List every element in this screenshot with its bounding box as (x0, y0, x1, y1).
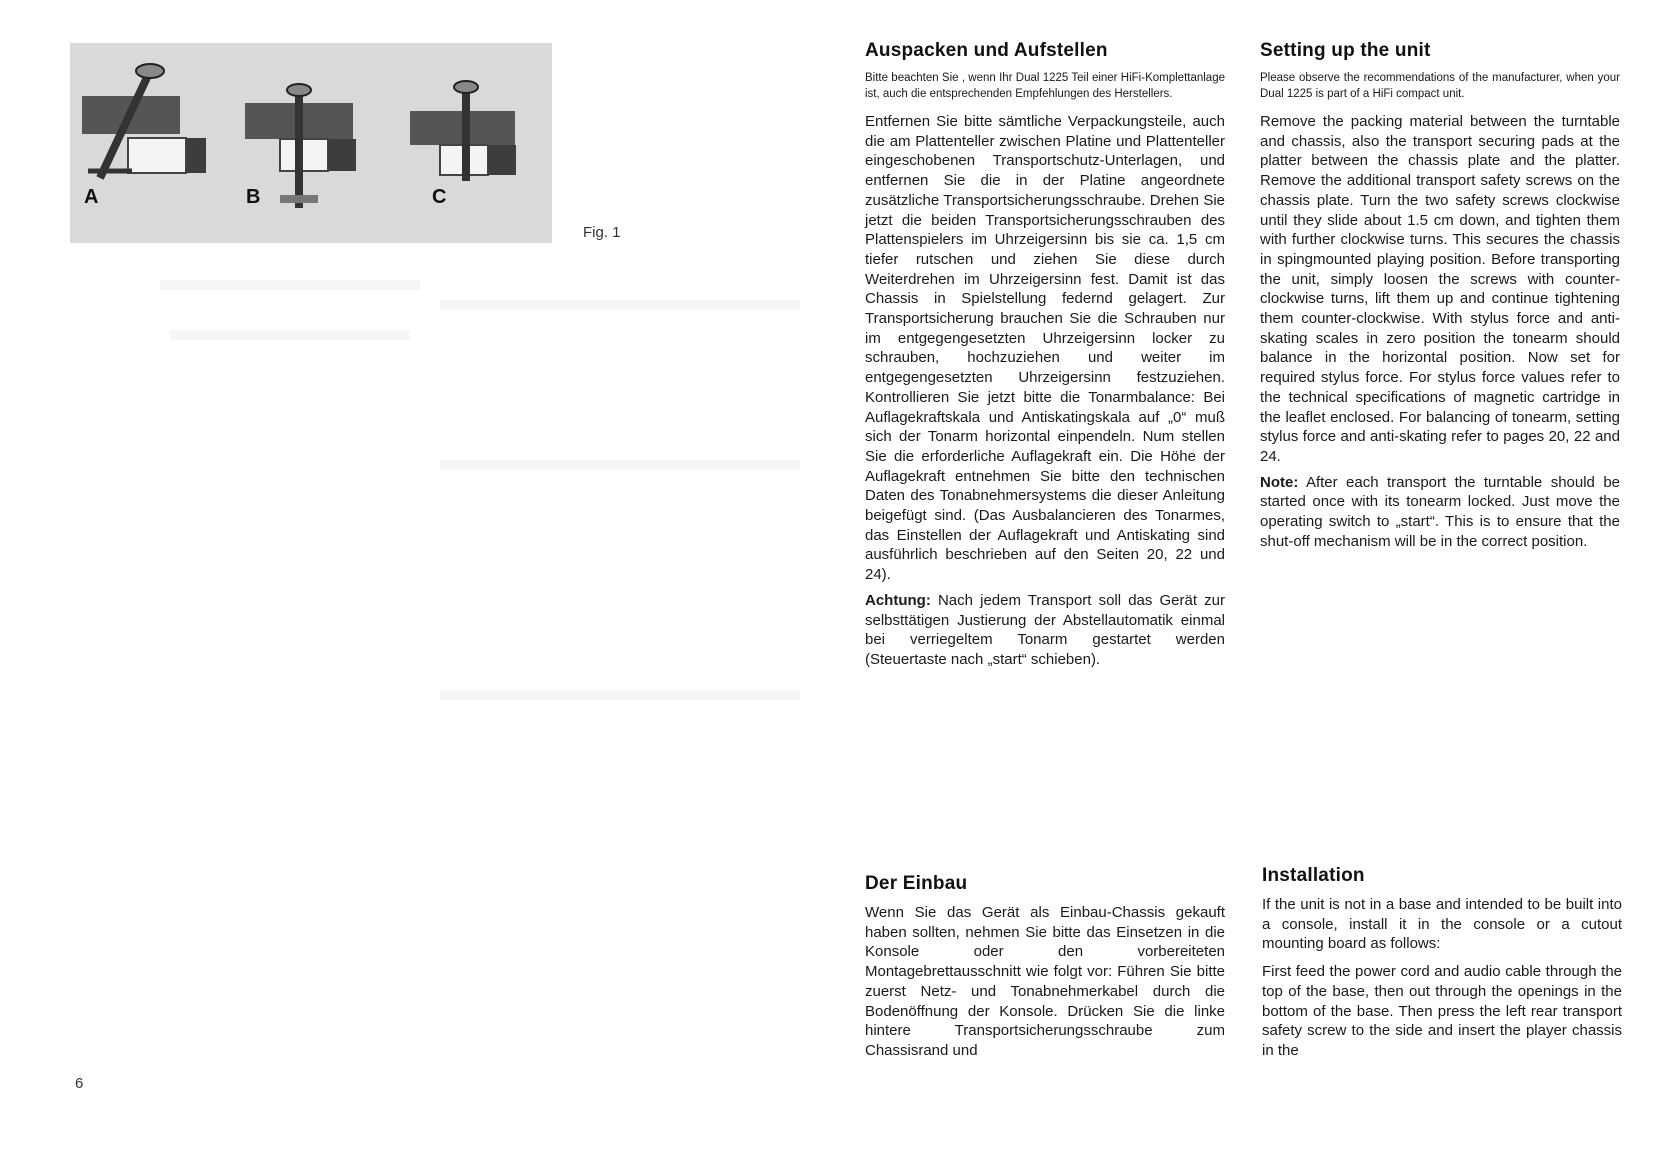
note-paragraph (1260, 473, 1620, 552)
section-en-setup (1260, 40, 1620, 551)
body-paragraph: First feed the power cord and audio cable through the top of the base, then out through the openings in the bottom of the base. Then press the left rear transport safety screw to the side and insert the player chassis in the (1262, 963, 1622, 1059)
figure-caption: Fig. 1 (583, 224, 621, 241)
figure-label-c: C (432, 186, 447, 208)
intro-paragraph: Bitte beachten Sie , wenn Ihr Dual 1225 Teil einer HiFi-Komplettanlage ist, auch die entsprechenden Empfehlungen des Herstellers. (865, 72, 1225, 100)
body-paragraph: Remove the packing material between the turntable and chassis, also the transport securing pads at the platter between the chassis plate and the platter. Remove the additional transport safety screws on the chassis plate. Turn the two safety screws clockwise until they slide about 1.5 cm down, and tighten them with further clockwise turns. This secures the chassis in spingmounted playing position. Before transporting the unit, simply loosen the screws with counter-clockwise turns, lift them up and continue tightening them counter-clockwise. With stylus force and anti-skating scales in zero position the tonearm should balance in the horizontal position. Now set for required stylus force. For stylus force values refer to the technical specifications of magnetic cartridge in the leaflet enclosed. For balancing of tonearm, setting stylus force and anti-skating refer to pages 20, 22 and 24. (1260, 113, 1620, 465)
figure-label-b: B (246, 186, 261, 208)
section-de-install (865, 873, 1225, 1061)
body-paragraph: Entfernen Sie bitte sämtliche Verpackungsteile, auch die am Plattenteller zwischen Platine und Plattenteller eingeschobenen Transportschutz-Unterlagen, und entfernen Sie die in der Platine angeordnete zusätzliche Transportsicherungsschraube. Drehen Sie jetzt die beiden Transportsicherungsschrauben des Plattenspielers im Uhrzeigersinn bis sie ca. 1,5 cm tiefer rutschen und ziehen Sie diese durch Weiterdrehen im Uhrzeigersinn fest. Damit ist das Chassis in Spielstellung federnd gelagert. Zur Transportsicherung brauchen Sie die Schrauben nur im entgegengesetzten Uhrzeigersinn locker zu schrauben, hochzuziehen und weiter im entgegengesetzten Uhrzeigersinn festzuziehen. Kontrollieren Sie jetzt bitte die Tonarmbalance: Bei Auflagekraftskala und Antiskatingskala auf „0“ muß sich der Tonarm horizontal einpendeln. Num stellen Sie die erforderliche Auflagekraft ein. Die Höhe der Auflagekraft entnehmen Sie bitte den technischen Daten des Tonabnehmersystems die dieser Anleitung beigefügt sind. (Das Ausbalancieren des Tonarmes, das Einstellen der Auflagekraft und Antiskating sind ausführlich beschrieben auf den Seiten 20, 22 und 24). (865, 113, 1225, 584)
note-label: Note: (1260, 473, 1299, 491)
intro-paragraph: Please observe the recommendations of the manufacturer, when your Dual 1225 is part of a HiFi compact unit. (1260, 72, 1620, 100)
note-text: After each transport the turntable should be started once with its tonearm locked. Just move the operating switch to „start“. This is to ensure that the shut-off mechanism will be in the correct position. (1260, 473, 1621, 550)
section-title: Installation (1262, 865, 1365, 886)
transport-screw-illustration (70, 43, 552, 243)
note-paragraph (865, 591, 1225, 670)
page-number: 6 (75, 1075, 84, 1092)
section-de-setup (865, 40, 1225, 670)
section-en-install (1262, 865, 1622, 1061)
figure-1-photo (70, 43, 552, 243)
section-title: Auspacken und Aufstellen (865, 40, 1108, 61)
section-title: Der Einbau (865, 873, 968, 894)
body-paragraph: Wenn Sie das Gerät als Einbau-Chassis gekauft haben sollten, nehmen Sie bitte das Einsetzen in die Konsole oder den vorbereiteten Montagebrettausschnitt wie folgt vor: Führen Sie bitte zuerst Netz- und Tonabnehmerkabel durch die Bodenöffnung der Konsole. Drücken Sie die linke hintere Transportsicherungsschraube zum Chassisrand und (865, 904, 1225, 1059)
section-title: Setting up the unit (1260, 40, 1431, 61)
note-label: Achtung: (865, 591, 931, 609)
note-text: Nach jedem Transport soll das Gerät zur selbsttätigen Justierung der Abstellautomatik einmal bei verriegeltem Tonarm gestartet werden (Steuertaste nach „start“ schieben). (865, 591, 1225, 668)
body-paragraph: If the unit is not in a base and intended to be built into a console, install it in the console or a cutout mounting board as follows: (1262, 896, 1622, 953)
figure-label-a: A (84, 186, 99, 208)
